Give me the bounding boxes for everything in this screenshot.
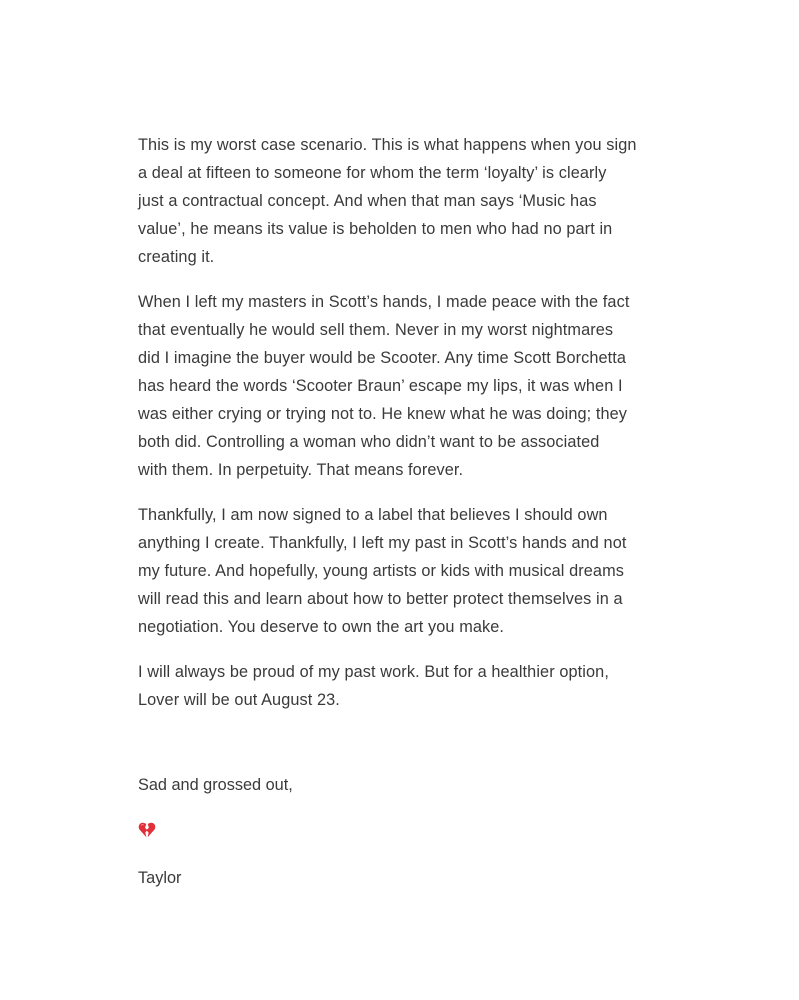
text-line: value’, he means its value is beholden to men who had no part in [138, 220, 613, 238]
text-line: This is my worst case scenario. This is what happens when you sign [138, 136, 637, 154]
text-line: When I left my masters in Scott’s hands, I made peace with the fact [138, 293, 630, 311]
text-line: Thankfully, I am now signed to a label that believes I should own [138, 506, 608, 524]
text-line: was either crying or trying not to. He knew what he was doing; they [138, 405, 628, 423]
letter-body [138, 131, 673, 731]
text-line: anything I create. Thankfully, I left my past in Scott’s hands and not [138, 534, 627, 552]
text-line: negotiation. You deserve to own the art you make. [138, 618, 505, 636]
text-line: I will always be proud of my past work. But for a healthier option, [138, 663, 609, 681]
text-line: will read this and learn about how to better protect themselves in a [138, 590, 623, 608]
text-line: a deal at fifteen to someone for whom the term ‘loyalty’ is clearly [138, 164, 607, 182]
paragraph-4 [138, 658, 673, 714]
text-line: has heard the words ‘Scooter Braun’ escape my lips, it was when I [138, 377, 623, 395]
text-line: both did. Controlling a woman who didn’t want to be associated [138, 433, 600, 451]
broken-heart-icon [138, 822, 156, 838]
text-line: that eventually he would sell them. Never in my worst nightmares [138, 321, 614, 339]
paragraph-3 [138, 501, 673, 641]
text-line: my future. And hopefully, young artists or kids with musical dreams [138, 562, 624, 580]
paragraph-2 [138, 288, 673, 484]
text-line: did I imagine the buyer would be Scooter. Any time Scott Borchetta [138, 349, 627, 367]
paragraph-1 [138, 131, 673, 271]
text-line: just a contractual concept. And when that man says ‘Music has [138, 192, 597, 210]
letter-signature: Taylor [138, 869, 182, 887]
letter-signoff: Sad and grossed out, [138, 776, 293, 794]
text-line: with them. In perpetuity. That means forever. [138, 461, 464, 479]
text-line: Lover will be out August 23. [138, 691, 340, 709]
text-line: creating it. [138, 248, 215, 266]
